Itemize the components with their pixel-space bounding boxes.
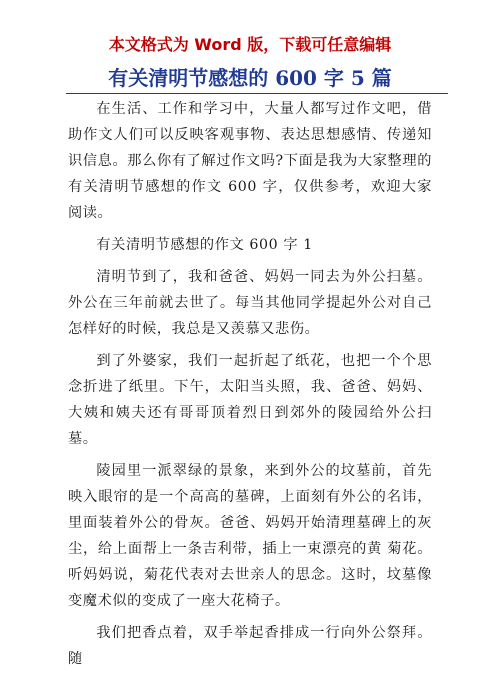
document-title: 有关清明节感想的 600 字 5 篇	[108, 66, 392, 90]
edit-notice-banner: 本文格式为 Word 版，下载可任意编辑	[108, 35, 392, 54]
document-body	[68, 96, 432, 678]
paragraph: 陵园里一派翠绿的景象，来到外公的坟墓前，首先映入眼帘的是一个高高的墓碑，上面刻有外公的名讳，里面装着外公的骨灰。爸爸、妈妈开始清理墓碑上的灰尘，给上面帮上一条吉利带，插上一束漂亮的黄 菊花。听妈妈说，菊花代表对去世亲人的思念。这时，坟墓像变魔术似的变成了一座大花椅子。	[68, 463, 432, 609]
paragraph: 我们把香点着，双手举起香排成一行向外公祭拜。随	[68, 625, 432, 667]
paragraph-intro: 在生活、工作和学习中，大量人都写过作文吧，借助作文人们可以反映客观事物、表达思想感情、传递知识信息。那么你有了解过作文吗?下面是我为大家整理的有关清明节感想的作文 600 字，仅供参考，欢迎大家阅读。	[68, 101, 432, 221]
paragraph: 清明节到了，我和爸爸、妈妈一同去为外公扫墓。外公在三年前就去世了。每当其他同学提起外公对自己怎样好的时候，我总是又羡慕又悲伤。	[68, 269, 432, 337]
title-underline	[66, 93, 448, 94]
section-heading: 有关清明节感想的作文 600 字 1	[96, 237, 313, 253]
paragraph: 到了外婆家，我们一起折起了纸花，也把一个个思念折进了纸里。下午，太阳当头照，我、爸爸、妈妈、大姨和姨夫还有哥哥顶着烈日到郊外的陵园给外公扫墓。	[68, 353, 432, 447]
